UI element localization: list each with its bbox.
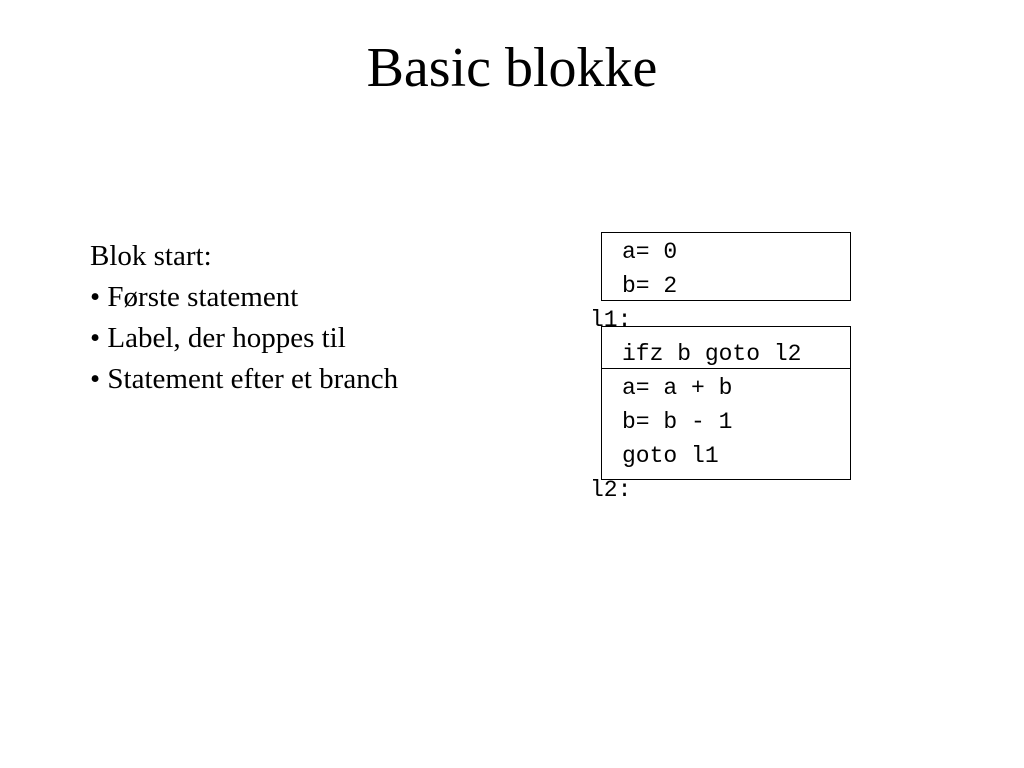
bullet-item-3: • Statement efter et branch <box>90 363 399 395</box>
code-line: b= 2 <box>622 273 678 299</box>
code-line: ifz b goto l2 <box>622 341 802 367</box>
code-line: a= 0 <box>622 239 678 265</box>
list-heading: Blok start: <box>90 240 212 272</box>
bullet-list <box>90 236 398 400</box>
slide-title: Basic blokke <box>366 37 658 99</box>
code-label: l2: <box>590 477 632 503</box>
bullet-item-1: • Første statement <box>90 281 299 313</box>
code-line: goto l1 <box>622 443 719 469</box>
code-line: b= b - 1 <box>622 409 733 435</box>
code-line: a= a + b <box>622 375 733 401</box>
bullet-item-2: • Label, der hoppes til <box>90 322 346 354</box>
code-label: l1: <box>590 307 632 333</box>
